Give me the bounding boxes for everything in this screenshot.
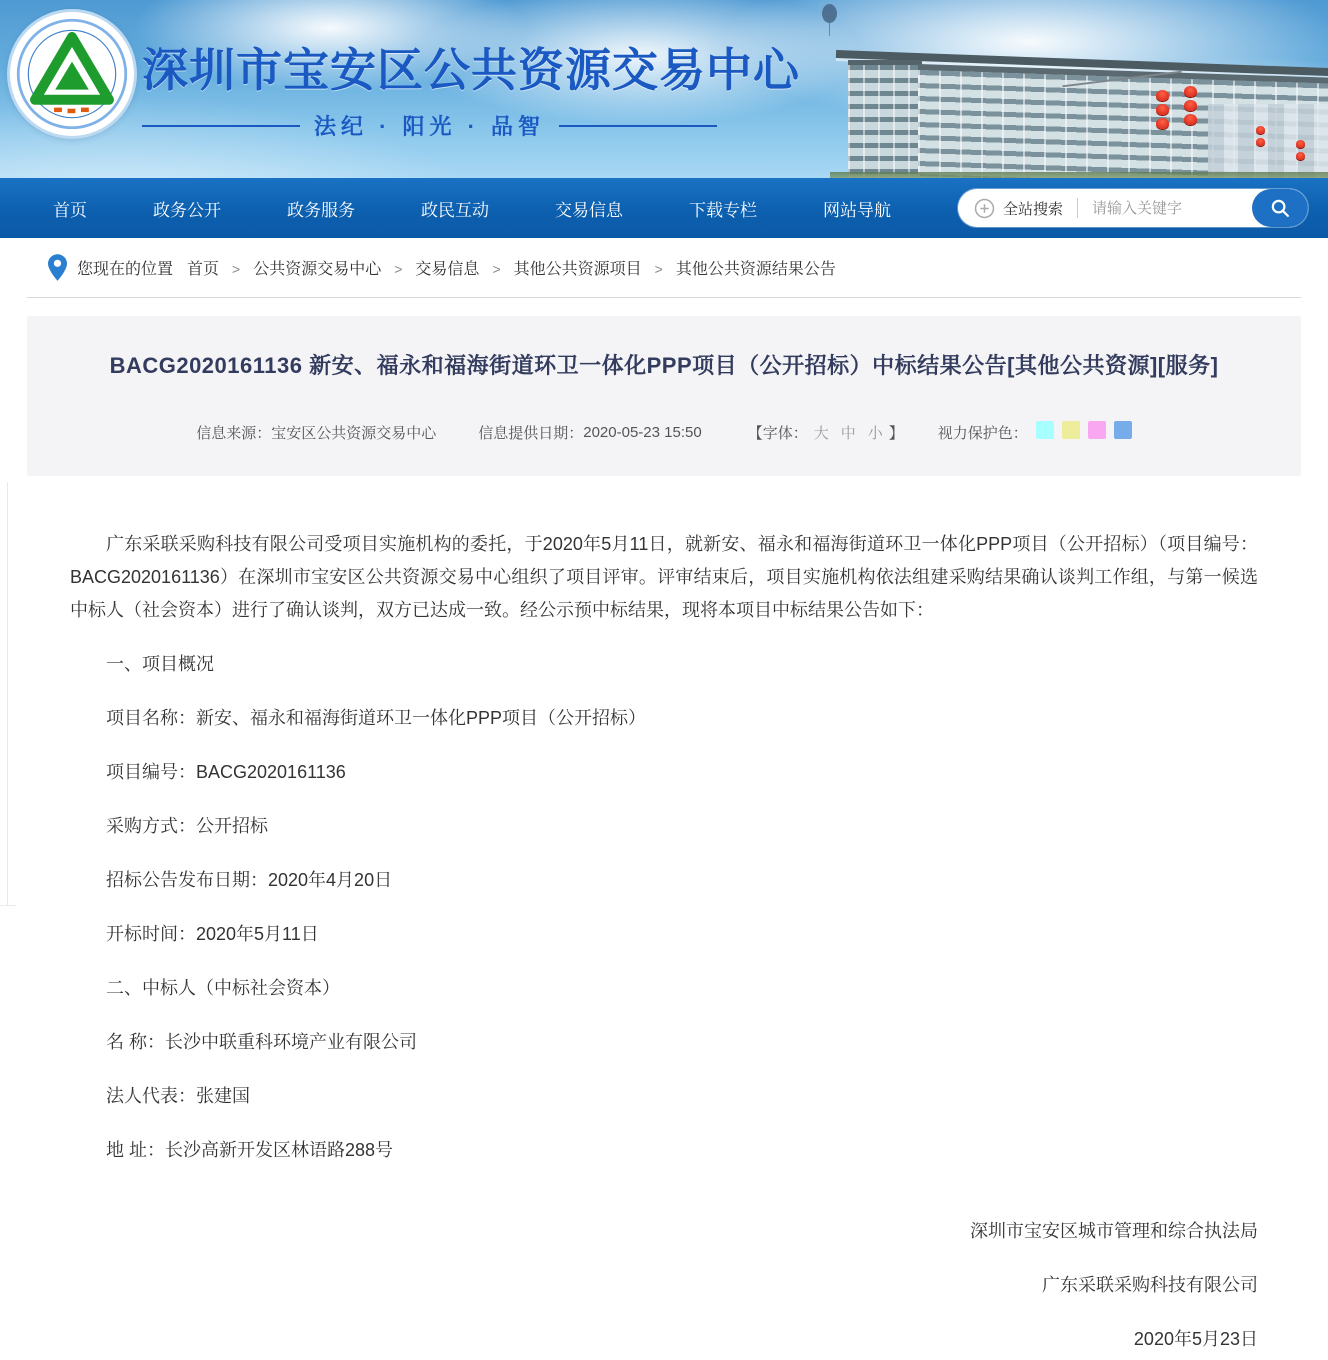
article-title-box — [27, 316, 1301, 476]
signature-line: 广东采联采购科技有限公司 — [1042, 1275, 1258, 1295]
location-pin-icon — [48, 254, 67, 281]
slogan-rule-right — [559, 125, 717, 127]
red-lantern-icon — [1256, 138, 1265, 146]
slogan-rule-left — [142, 125, 300, 127]
red-lantern-icon — [1184, 86, 1197, 97]
signature-line: 2020年5月23日 — [1133, 1329, 1258, 1349]
search-input[interactable] — [1092, 200, 1244, 217]
site-logo — [10, 12, 134, 136]
article-paragraph: 采购方式：公开招标 — [106, 816, 268, 836]
color-swatch[interactable] — [1088, 421, 1106, 439]
building-tower — [848, 60, 922, 178]
breadcrumb-link[interactable]: 交易信息 — [415, 261, 480, 278]
red-lantern-icon — [1184, 114, 1197, 125]
search-divider — [1077, 198, 1078, 218]
section-divider — [27, 297, 1301, 298]
signature-line: 深圳市宝安区城市管理和综合执法局 — [970, 1221, 1258, 1241]
meta-source — [196, 422, 436, 443]
eye-color-swatches — [1028, 421, 1132, 443]
site-search — [958, 189, 1308, 227]
plus-circle-icon — [974, 198, 995, 219]
logo-emblem-icon — [16, 18, 128, 130]
article-paragraph: 开标时间：2020年5月11日 — [106, 924, 319, 944]
breadcrumb-link[interactable]: 公共资源交易中心 — [253, 261, 382, 278]
article-paragraph: 项目名称：新安、福永和福海街道环卫一体化PPP项目（公开招标） — [106, 708, 647, 728]
nav-item[interactable]: 政民互动 — [421, 200, 489, 220]
article-body — [0, 476, 1328, 1167]
color-swatch[interactable] — [1114, 421, 1132, 439]
site-title: 深圳市宝安区公共资源交易中心 — [142, 44, 800, 96]
nav-item[interactable]: 政务公开 — [153, 200, 221, 220]
search-icon — [1269, 197, 1291, 219]
nav-item[interactable]: 政务服务 — [287, 200, 355, 220]
font-size-options — [808, 422, 889, 443]
meta-date-label: 信息提供日期： — [478, 424, 584, 442]
meta-source-value: 宝安区公共资源交易中心 — [271, 424, 437, 442]
article-paragraph: 法人代表：张建国 — [106, 1086, 250, 1106]
breadcrumb-separator: > — [394, 261, 403, 277]
nav-item[interactable]: 下载专栏 — [689, 200, 757, 220]
site-slogan: 法纪 · 阳光 · 品智 — [313, 114, 546, 139]
eye-protection-control — [938, 421, 1132, 443]
meta-source-label: 信息来源： — [196, 424, 272, 442]
article-paragraph: 二、中标人（中标社会资本） — [106, 978, 340, 998]
red-lantern-icon — [1296, 152, 1305, 160]
breadcrumb — [0, 238, 1328, 297]
meta-date-value: 2020-05-23 15:50 — [583, 423, 702, 441]
font-size-control — [748, 422, 904, 443]
font-size-open: 【字体： — [747, 424, 808, 442]
breadcrumb-separator: > — [232, 261, 241, 277]
font-size-option[interactable]: 中 — [840, 424, 856, 442]
search-scope-label[interactable]: 全站搜索 — [1003, 200, 1064, 218]
nav-item[interactable]: 交易信息 — [555, 200, 623, 220]
article-paragraph: 一、项目概况 — [106, 654, 214, 674]
balloon-decoration — [822, 4, 837, 23]
breadcrumb-prefix: 您现在的位置 — [77, 261, 174, 278]
article-meta — [27, 421, 1301, 443]
page-edge-artifact — [7, 482, 8, 905]
article-paragraph: 招标公告发布日期：2020年4月20日 — [106, 870, 393, 890]
site-banner — [0, 0, 1328, 178]
city-skyline — [1208, 104, 1328, 178]
breadcrumb-separator: > — [492, 261, 501, 277]
breadcrumb-link[interactable]: 首页 — [187, 261, 220, 278]
red-lantern-icon — [1156, 118, 1169, 129]
article — [0, 316, 1328, 1356]
red-lantern-icon — [1156, 90, 1169, 101]
font-size-close: 】 — [888, 424, 904, 442]
breadcrumb-link[interactable]: 其他公共资源项目 — [513, 261, 642, 278]
search-button[interactable] — [1252, 189, 1308, 227]
meta-date — [478, 422, 701, 443]
red-lantern-icon — [1156, 104, 1169, 115]
red-lantern-icon — [1296, 140, 1305, 148]
article-paragraph: 项目编号：BACG2020161136 — [106, 762, 346, 782]
article-paragraph: 地 址：长沙高新开发区林语路288号 — [106, 1140, 394, 1160]
red-lantern-icon — [1184, 100, 1197, 111]
color-swatch[interactable] — [1036, 421, 1054, 439]
article-title: BACG2020161136 新安、福永和福海街道环卫一体化PPP项目（公开招标）中标结果公告[其他公共资源][服务] — [109, 353, 1219, 378]
nav-item[interactable]: 首页 — [53, 200, 87, 220]
breadcrumb-link[interactable]: 其他公共资源结果公告 — [675, 261, 836, 278]
article-signatures — [0, 1188, 1328, 1356]
article-paragraph: 名 称：长沙中联重科环境产业有限公司 — [106, 1032, 417, 1052]
eye-protection-label: 视力保护色： — [937, 424, 1028, 442]
site-slogan-row — [142, 110, 717, 141]
breadcrumb-items — [187, 256, 836, 279]
red-lantern-icon — [1256, 126, 1265, 134]
font-size-option[interactable]: 小 — [867, 424, 883, 442]
font-size-option[interactable]: 大 — [813, 424, 829, 442]
article-paragraph: 广东采联采购科技有限公司受项目实施机构的委托，于2020年5月11日，就新安、福永和福海街道环卫一体化PPP项目（公开招标）（项目编号：BACG2020161136）在深圳市宝安区公共资源交易中心组织了项目评审。评审结束后，项目实施机构依法组建采购结果确认谈判工作组，与第一候选中标人（社会资本）进行了确认谈判，双方已达成一致。经公示预中标结果，现将本项目中标结果公告如下： — [70, 534, 1258, 620]
color-swatch[interactable] — [1062, 421, 1080, 439]
nav-item[interactable]: 网站导航 — [823, 200, 891, 220]
page-edge-artifact — [0, 905, 16, 906]
breadcrumb-separator: > — [654, 261, 663, 277]
top-navigation — [0, 178, 1328, 238]
